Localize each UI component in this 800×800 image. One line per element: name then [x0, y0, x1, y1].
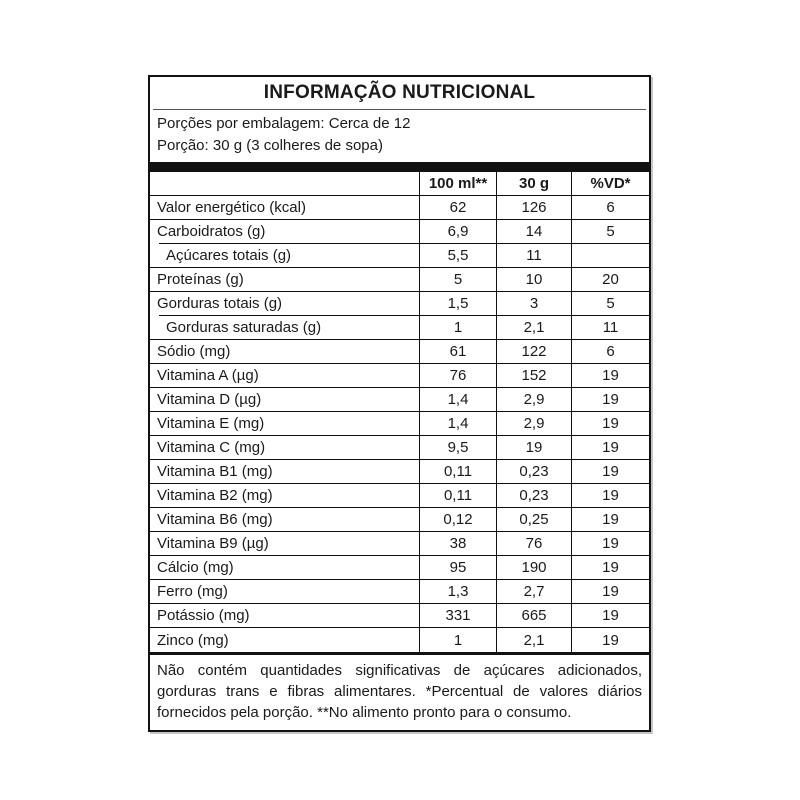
value-30g: 19	[496, 436, 571, 459]
value-30g: 190	[496, 556, 571, 579]
nutrient-label: Cálcio (mg)	[157, 559, 234, 576]
value-30g: 76	[496, 532, 571, 555]
value-vd: 19	[571, 436, 649, 459]
value-vd: 11	[571, 316, 649, 339]
nutrient-label: Vitamina D (µg)	[157, 391, 262, 408]
value-30g: 2,9	[496, 388, 571, 411]
thick-divider-bar	[150, 162, 649, 172]
value-vd: 19	[571, 508, 649, 531]
table-row	[150, 484, 649, 508]
value-vd: 19	[571, 460, 649, 483]
nutrition-facts-panel	[148, 75, 651, 732]
value-30g: 0,23	[496, 460, 571, 483]
value-vd: 19	[571, 484, 649, 507]
value-100ml: 38	[419, 532, 496, 555]
value-30g: 122	[496, 340, 571, 363]
value-100ml: 1,4	[419, 412, 496, 435]
value-100ml: 61	[419, 340, 496, 363]
nutrient-label: Sódio (mg)	[157, 343, 231, 360]
nutrient-label: Valor energético (kcal)	[157, 199, 306, 216]
value-vd: 5	[571, 220, 649, 243]
value-30g: 10	[496, 268, 571, 291]
nutrient-label: Açúcares totais (g)	[166, 247, 292, 264]
table-row	[150, 460, 649, 484]
value-100ml: 0,12	[419, 508, 496, 531]
value-100ml: 1	[419, 316, 496, 339]
table-row	[150, 364, 649, 388]
value-100ml: 62	[419, 196, 496, 219]
column-header-row	[150, 172, 649, 196]
table-row	[150, 580, 649, 604]
nutrient-rows	[150, 196, 649, 652]
value-100ml: 6,9	[419, 220, 496, 243]
table-row	[150, 532, 649, 556]
nutrient-label: Gorduras saturadas (g)	[166, 319, 322, 336]
value-vd: 6	[571, 340, 649, 363]
value-30g: 152	[496, 364, 571, 387]
value-30g: 665	[496, 604, 571, 627]
value-100ml: 1,3	[419, 580, 496, 603]
value-30g: 126	[496, 196, 571, 219]
nutrient-label: Vitamina A (µg)	[157, 367, 259, 384]
value-30g: 14	[496, 220, 571, 243]
footnote: Não contém quantidades significativas de açúcares adicionados, gorduras trans e fibras alimentares. *Percentual de valores diários fornecidos pela porção. **No alimento pronto para o consumo.	[150, 652, 649, 730]
value-100ml: 1,4	[419, 388, 496, 411]
value-100ml: 5	[419, 268, 496, 291]
value-vd: 5	[571, 292, 649, 315]
nutrient-label: Proteínas (g)	[157, 271, 244, 288]
value-30g: 11	[496, 244, 571, 267]
value-100ml: 331	[419, 604, 496, 627]
table-row	[150, 628, 649, 652]
table-row	[150, 412, 649, 436]
table-row	[150, 316, 649, 340]
value-30g: 2,9	[496, 412, 571, 435]
column-header-spacer	[150, 172, 419, 195]
value-vd: 19	[571, 532, 649, 555]
nutrient-label: Vitamina C (mg)	[157, 439, 266, 456]
nutrient-label: Potássio (mg)	[157, 607, 250, 624]
value-vd: 20	[571, 268, 649, 291]
table-row	[150, 508, 649, 532]
value-100ml: 0,11	[419, 484, 496, 507]
nutrient-label: Carboidratos (g)	[157, 223, 266, 240]
value-30g: 0,25	[496, 508, 571, 531]
column-header-30g: 30 g	[496, 172, 571, 195]
table-row	[150, 388, 649, 412]
serving-size: Porção: 30 g (3 colheres de sopa)	[157, 137, 383, 154]
panel-title: INFORMAÇÃO NUTRICIONAL	[263, 82, 536, 103]
nutrient-label: Vitamina B9 (µg)	[157, 535, 269, 552]
value-100ml: 1,5	[419, 292, 496, 315]
value-30g: 2,7	[496, 580, 571, 603]
value-30g: 0,23	[496, 484, 571, 507]
value-100ml: 95	[419, 556, 496, 579]
nutrient-label: Vitamina B2 (mg)	[157, 487, 273, 504]
table-row	[150, 436, 649, 460]
value-vd: 19	[571, 604, 649, 627]
nutrient-label: Ferro (mg)	[157, 583, 228, 600]
table-row	[150, 196, 649, 220]
table-row	[150, 244, 649, 268]
servings-per-package: Porções por embalagem: Cerca de 12	[157, 115, 411, 132]
value-30g: 2,1	[496, 316, 571, 339]
value-100ml: 9,5	[419, 436, 496, 459]
value-100ml: 76	[419, 364, 496, 387]
value-vd	[571, 244, 649, 267]
nutrient-label: Zinco (mg)	[157, 631, 229, 649]
value-30g: 3	[496, 292, 571, 315]
value-vd: 19	[571, 364, 649, 387]
value-vd: 19	[571, 412, 649, 435]
nutrient-label: Gorduras totais (g)	[157, 295, 283, 312]
table-row	[150, 340, 649, 364]
value-100ml: 5,5	[419, 244, 496, 267]
column-header-vd: %VD*	[571, 172, 649, 195]
nutrient-label: Vitamina B6 (mg)	[157, 511, 273, 528]
nutrient-label: Vitamina B1 (mg)	[157, 463, 273, 480]
value-30g: 2,1	[496, 628, 571, 652]
value-100ml: 1	[419, 628, 496, 652]
column-header-100ml: 100 ml**	[419, 172, 496, 195]
table-row	[150, 268, 649, 292]
table-row	[150, 220, 649, 244]
value-100ml: 0,11	[419, 460, 496, 483]
value-vd: 19	[571, 388, 649, 411]
serving-info	[150, 110, 649, 162]
nutrient-label: Vitamina E (mg)	[157, 415, 265, 432]
table-row	[150, 604, 649, 628]
value-vd: 19	[571, 580, 649, 603]
table-row	[150, 292, 649, 316]
table-row	[150, 556, 649, 580]
value-vd: 19	[571, 628, 649, 652]
value-vd: 19	[571, 556, 649, 579]
value-vd: 6	[571, 196, 649, 219]
